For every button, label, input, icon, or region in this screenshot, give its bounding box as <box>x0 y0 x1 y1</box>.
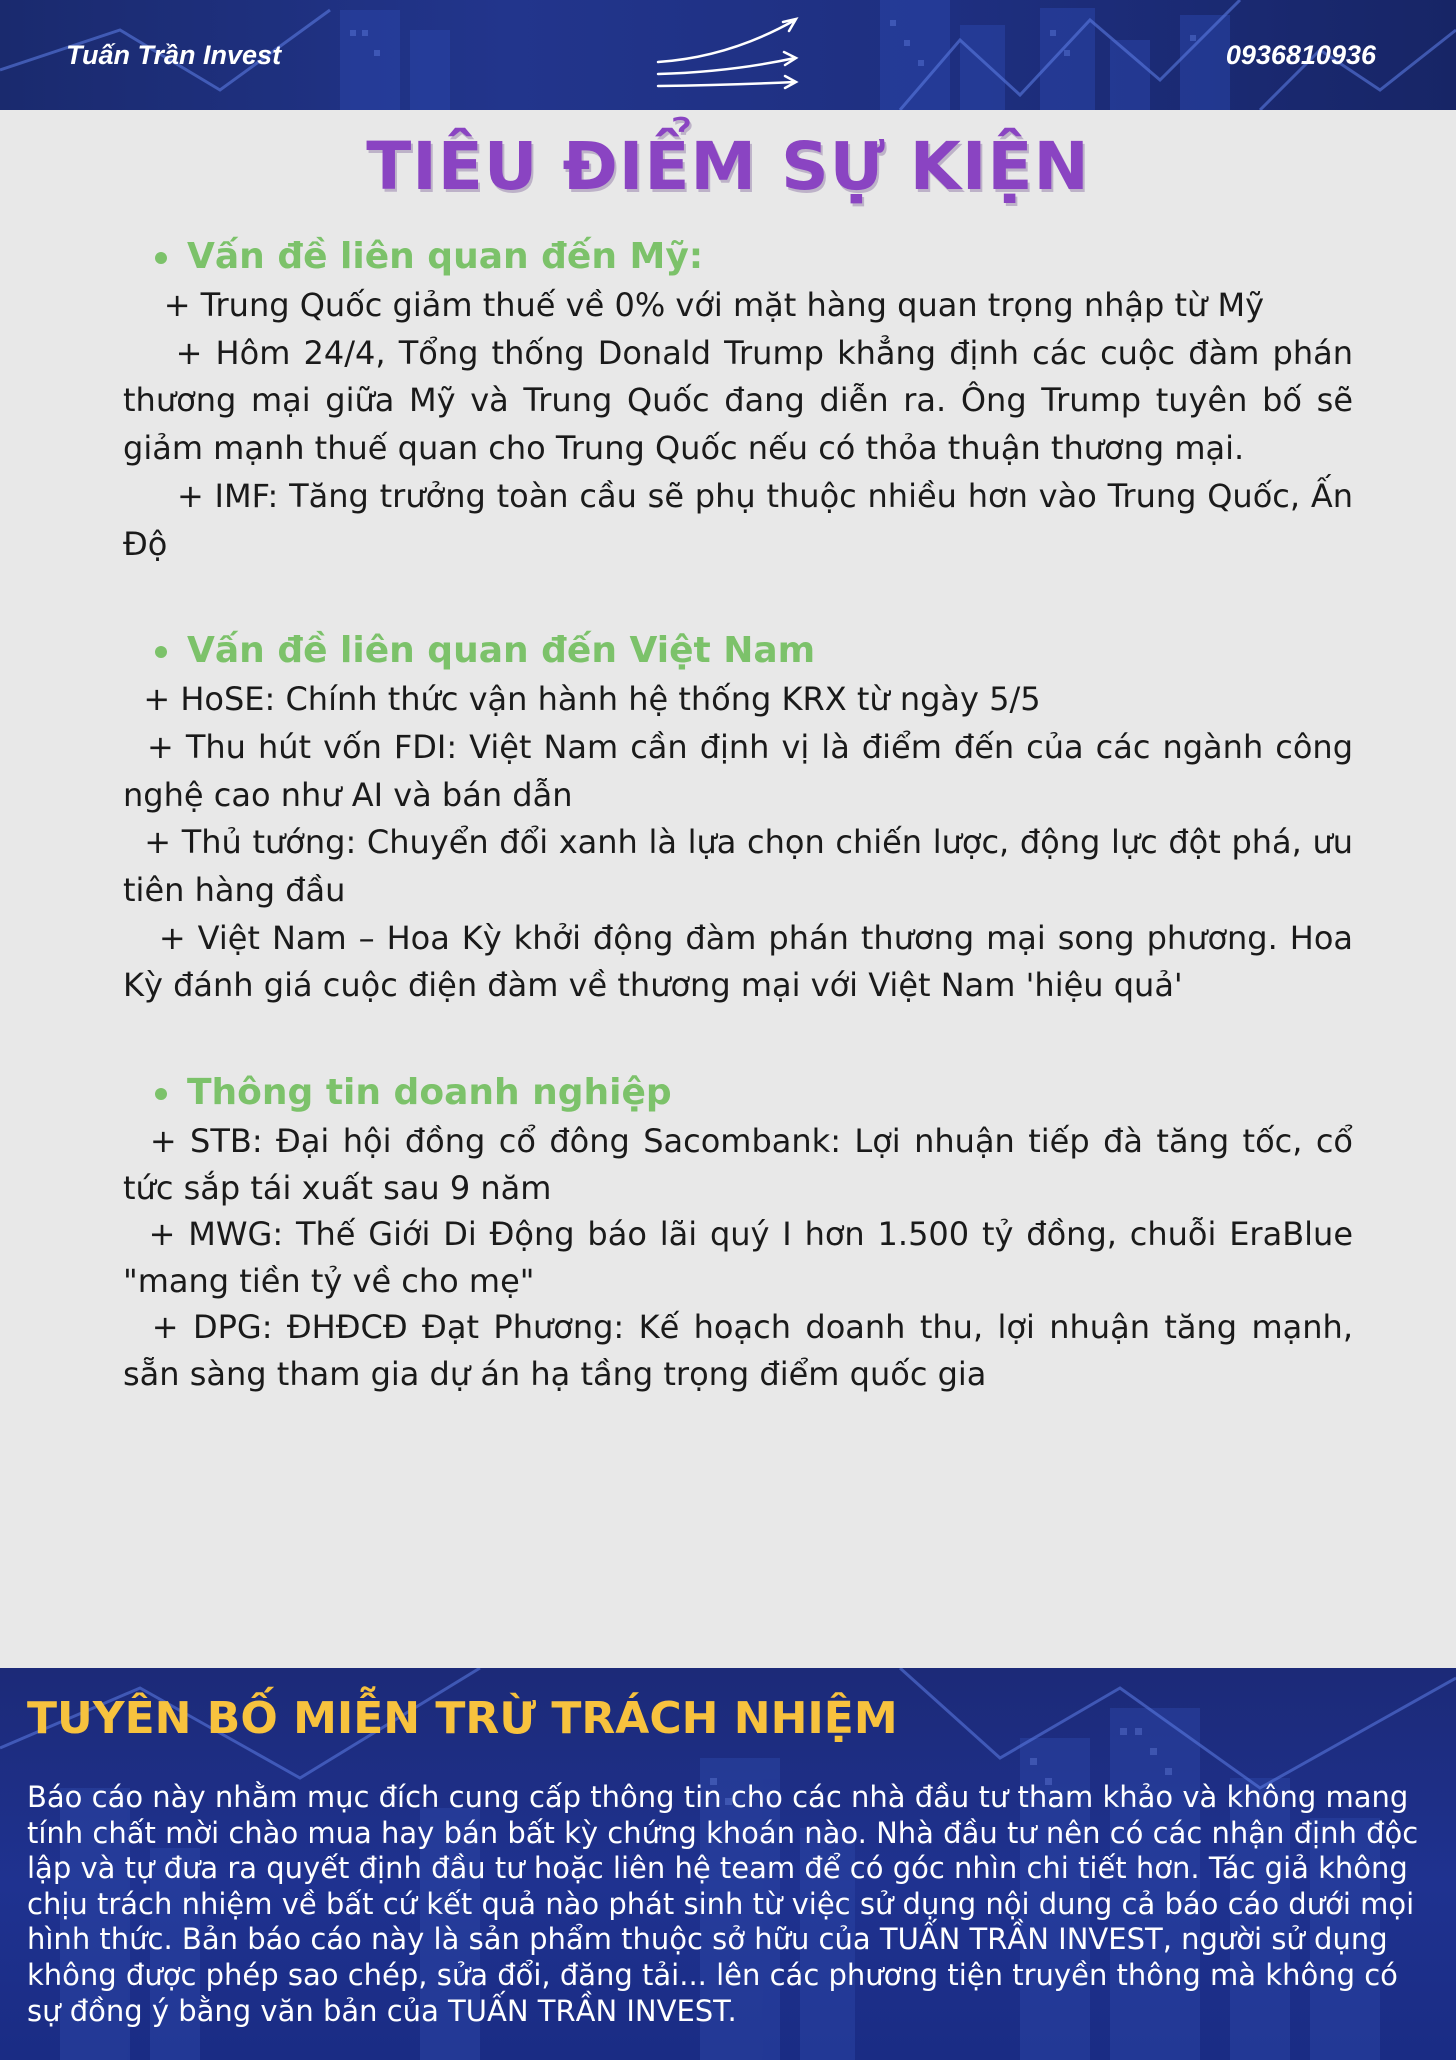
header-banner <box>0 0 1456 110</box>
list-item: + Trung Quốc giảm thuế về 0% với mặt hàng quan trọng nhập từ Mỹ <box>123 286 1265 324</box>
list-item: + STB: Đại hội đồng cổ đông Sacombank: Lợi nhuận tiếp đà tăng tốc, cổ tức sắp tái xuất sau 9 năm <box>123 1122 1364 1207</box>
section-heading-label: Vấn đề liên quan đến Mỹ: <box>187 236 704 277</box>
disclaimer-text: Báo cáo này nhằm mục đích cung cấp thông tin cho các nhà đầu tư tham khảo và không mang tính chất mời chào mua hay bán bất kỳ chứng khoán nào. Nhà đầu tư nên có các nhận định độc lập và tự đưa ra quyết định đầu tư hoặc liên hệ team để có góc nhìn chi tiết hơn. Tác giả không chịu trách nhiệm về bất cứ kết quả nào phát sinh từ việc sử dụng nội dung cả báo cáo dưới mọi hình thức. Bản báo cáo này là sản phẩm thuộc sở hữu của TUẤN TRẦN INVEST, người sử dụng không được phép sao chép, sửa đổi, đăng tải... lên các phương tiện truyền thông mà không có sự đồng ý bằng văn bản của TUẤN TRẦN INVEST. <box>27 1780 1419 2028</box>
list-item: + Việt Nam – Hoa Kỳ khởi động đàm phán thương mại song phương. Hoa Kỳ đánh giá cuộc điện đàm về thương mại với Việt Nam 'hiệu quả' <box>123 918 1364 1005</box>
growth-arrows-icon <box>650 12 805 97</box>
disclaimer-title: TUYÊN BỐ MIỄN TRỪ TRÁCH NHIỆM <box>27 1693 898 1744</box>
section-heading-us <box>123 232 1353 282</box>
list-item: + HoSE: Chính thức vận hành hệ thống KRX từ ngày 5/5 <box>123 680 1041 719</box>
list-item: + IMF: Tăng trưởng toàn cầu sẽ phụ thuộc nhiều hơn vào Trung Quốc, Ấn Độ <box>123 476 1364 563</box>
list-item: + Thu hút vốn FDI: Việt Nam cần định vị là điểm đến của các ngành công nghệ cao như AI và bán dẫn <box>123 727 1364 814</box>
list-item: + Thủ tướng: Chuyển đổi xanh là lựa chọn chiến lược, động lực đột phá, ưu tiên hàng đầu <box>123 823 1364 910</box>
list-item: + Hôm 24/4, Tổng thống Donald Trump khẳng định các cuộc đàm phán thương mại giữa Mỹ và Trung Quốc đang diễn ra. Ông Trump tuyên bố sẽ giảm mạnh thuế quan cho Trung Quốc nếu có thỏa thuận thương mại. <box>123 333 1364 468</box>
list-item: + MWG: Thế Giới Di Động báo lãi quý I hơn 1.500 tỷ đồng, chuỗi EraBlue "mang tiền tỷ về cho mẹ" <box>123 1215 1364 1300</box>
section-heading-vietnam <box>123 626 1353 676</box>
disclaimer-panel <box>0 1668 1456 2060</box>
section-heading-label: Vấn đề liên quan đến Việt Nam <box>187 630 816 672</box>
page-title: TIÊU ĐIỂM SỰ KIỆN <box>366 128 1090 205</box>
section-heading-label: Thông tin doanh nghiệp <box>187 1072 672 1114</box>
bullet-dot <box>155 252 167 264</box>
content-area <box>123 232 1364 1397</box>
section-heading-business <box>123 1068 1353 1118</box>
bullet-dot <box>155 1088 167 1100</box>
bullet-dot <box>155 646 167 658</box>
list-item: + DPG: ĐHĐCĐ Đạt Phương: Kế hoạch doanh thu, lợi nhuận tăng mạnh, sẵn sàng tham gia dự án hạ tầng trọng điểm quốc gia <box>123 1308 1364 1393</box>
contact-phone: 0936810936 <box>1225 40 1376 70</box>
brand-name: Tuấn Trần Invest <box>66 40 282 70</box>
